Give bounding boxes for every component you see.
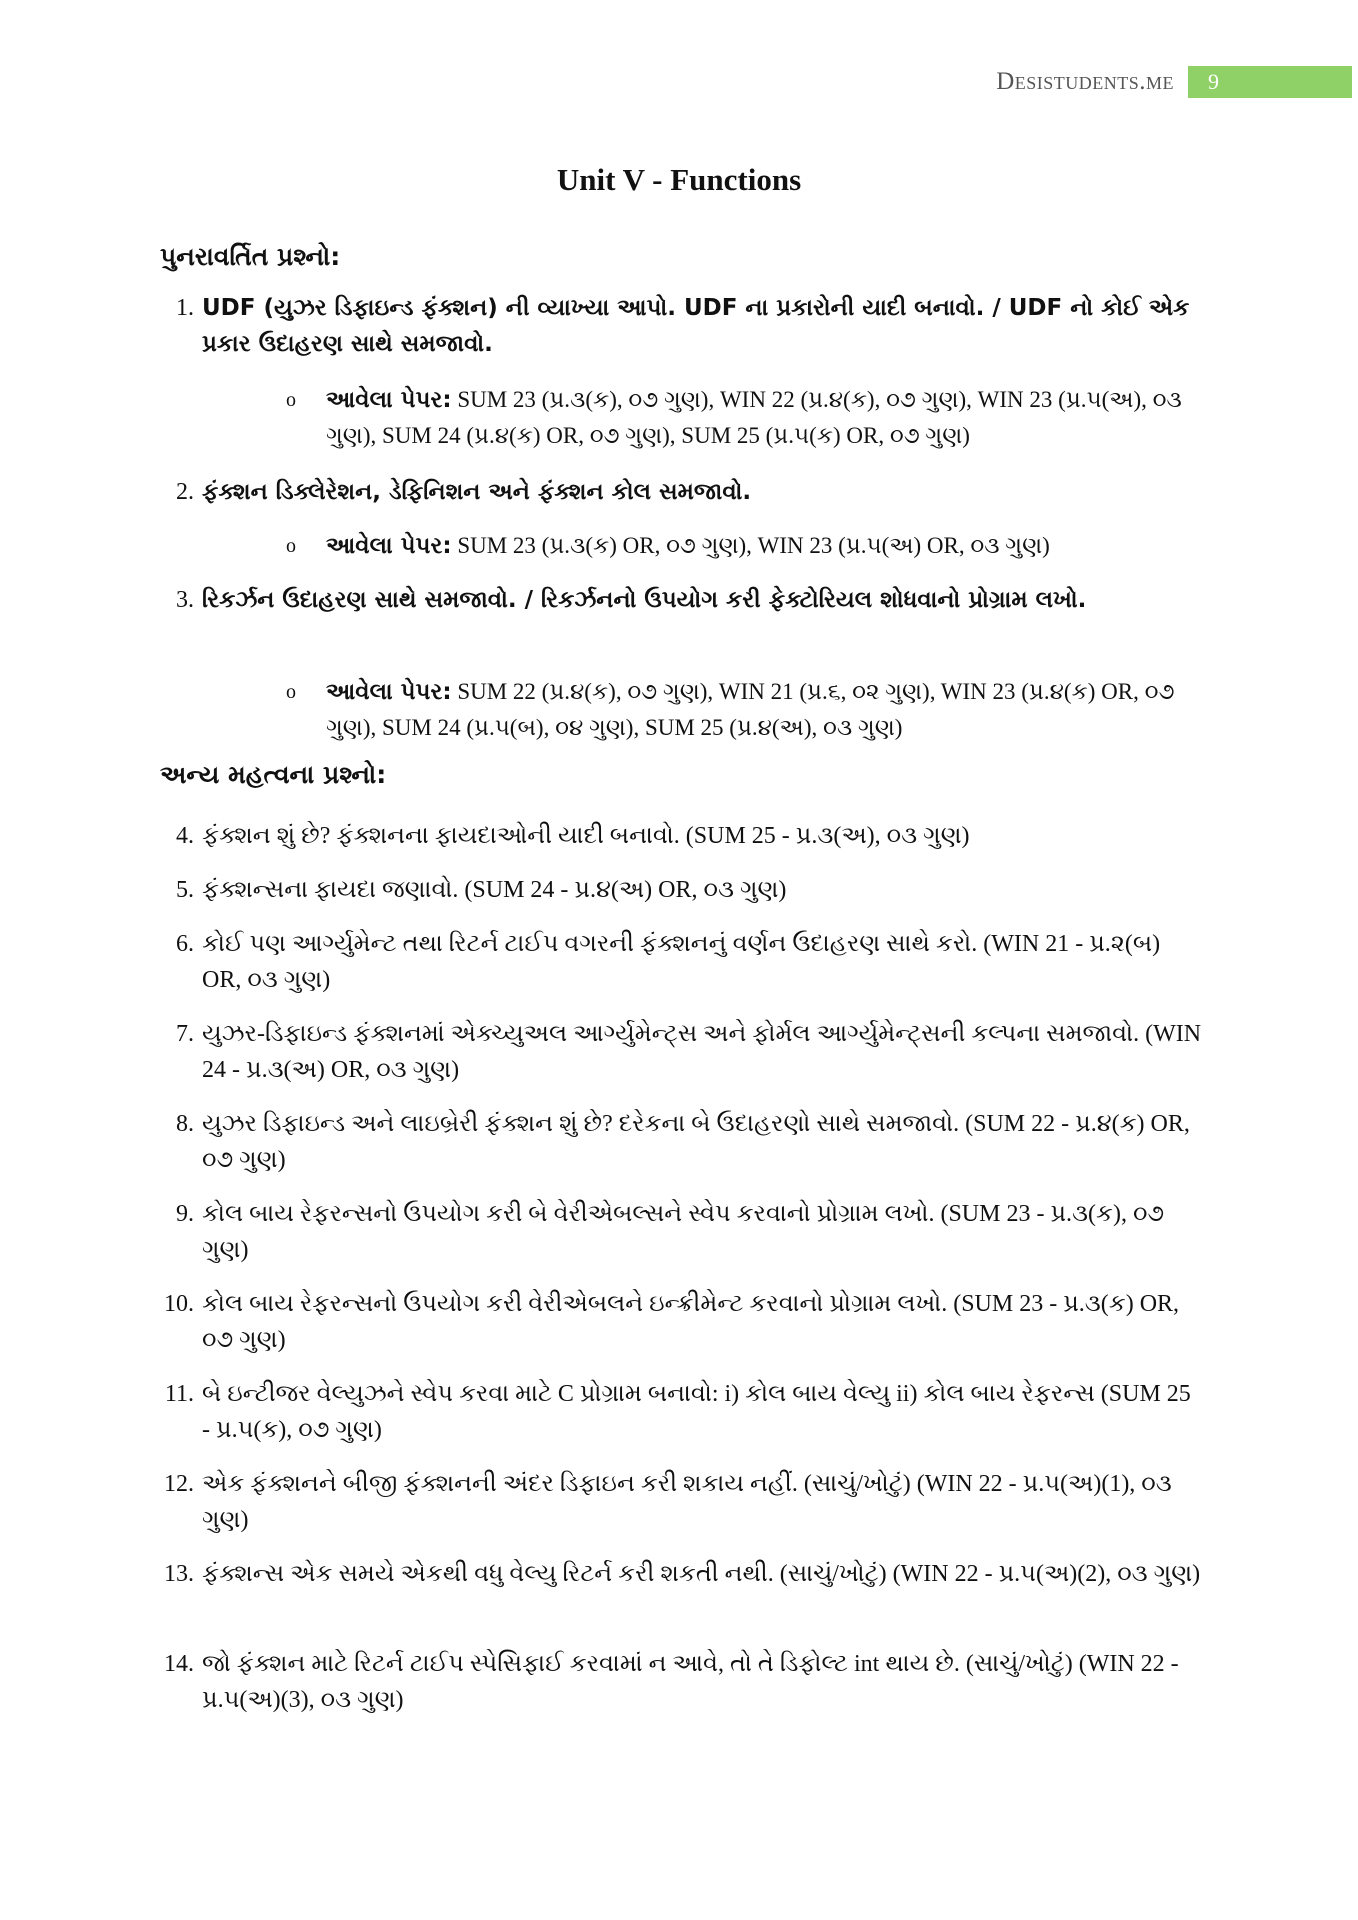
paper-label: આવેલા પેપર: <box>326 679 452 705</box>
question-item <box>164 1556 1202 1592</box>
bullet-icon: o <box>286 681 296 703</box>
page-header <box>996 66 1352 98</box>
paper-ref <box>286 674 1186 746</box>
question-item <box>176 818 1202 854</box>
question-item <box>164 1376 1202 1448</box>
question-number: 3. <box>176 587 194 613</box>
question-text: યુઝર ડિફાઇન્ડ અને લાઇબ્રેરી ફંક્શન શું છે? દરેકના બે ઉદાહરણો સાથે સમજાવો. (SUM 22 - પ્ર.૪(ક) OR, ૦૭ ગુણ) <box>202 1111 1190 1173</box>
question-number: 5. <box>176 877 194 903</box>
question-text: રિકર્ઝન ઉદાહરણ સાથે સમજાવો. / રિકર્ઝનનો ઉપયોગ કરી ફેક્ટોરિયલ શોધવાનો પ્રોગ્રામ લખો. <box>202 587 1087 613</box>
question-text: જો ફંક્શન માટે રિટર્ન ટાઈપ સ્પેસિફાઈ કરવામાં ન આવે, તો તે ડિફોલ્ટ int થાય છે. (સાચું/ખોટું) (WIN 22 - પ્ર.૫(અ)(3), ૦૩ ગુણ) <box>202 1651 1179 1713</box>
question-text: એક ફંક્શનને બીજી ફંક્શનની અંદર ડિફાઇન કરી શકાય નહીં. (સાચું/ખોટું) (WIN 22 - પ્ર.૫(અ)(1), ૦૩ ગુણ) <box>202 1471 1172 1533</box>
question-number: 10. <box>164 1291 194 1317</box>
question-text: યુઝર-ડિફાઇન્ડ ફંક્શનમાં એક્ચ્યુઅલ આર્ગ્યુમેન્ટ્સ અને ફોર્મલ આર્ગ્યુમેન્ટ્સની કલ્પના સમજાવો. (WIN 24 - પ્ર.૩(અ) OR, ૦૩ ગુણ) <box>202 1021 1202 1083</box>
paper-ref <box>286 528 1186 564</box>
question-item <box>176 1196 1202 1268</box>
question-number: 13. <box>164 1561 194 1587</box>
question-number: 12. <box>164 1471 194 1497</box>
paper-ref <box>286 382 1186 454</box>
question-number: 8. <box>176 1111 194 1137</box>
question-item <box>176 926 1202 998</box>
question-text: UDF (યુઝર ડિફાઇન્ડ ફંક્શન) ની વ્યાખ્યા આપો. UDF ના પ્રકારોની યાદી બનાવો. / UDF નો કોઈ એક પ્રકાર ઉદાહરણ સાથે સમજાવો. <box>202 295 1190 357</box>
question-text: ફંક્શન્સ એક સમયે એકથી વધુ વેલ્યુ રિટર્ન કરી શકતી નથી. (સાચું/ખોટું) (WIN 22 - પ્ર.૫(અ)(2), ૦૩ ગુણ) <box>202 1561 1201 1587</box>
section-heading-other: અન્ય મહત્વના પ્રશ્નો: <box>160 760 387 789</box>
paper-label: આવેલા પેપર: <box>326 387 452 413</box>
paper-list: SUM 23 (પ્ર.૩(ક) OR, ૦૭ ગુણ), WIN 23 (પ્ર.૫(અ) OR, ૦૩ ગુણ) <box>457 533 1050 558</box>
paper-label: આવેલા પેપર: <box>326 533 452 559</box>
question-number: 4. <box>176 823 194 849</box>
question-text: ફંક્શન ડિક્લેરેશન, ડેફિનિશન અને ફંક્શન કોલ સમજાવો. <box>202 479 752 505</box>
question-item <box>164 1286 1202 1358</box>
page-number: 9 <box>1188 66 1352 98</box>
question-text: ફંક્શન શું છે? ફંક્શનના ફાયદાઓની યાદી બનાવો. (SUM 25 - પ્ર.૩(અ), ૦૩ ગુણ) <box>202 823 970 849</box>
site-name: Desistudents.me <box>996 68 1174 95</box>
section-heading-repeated: પુનરાવર્તિત પ્રશ્નો: <box>160 242 341 271</box>
question-item <box>164 1646 1202 1718</box>
question-item <box>176 1106 1202 1178</box>
question-number: 11. <box>164 1381 194 1407</box>
question-item <box>176 872 1202 908</box>
paper-list: SUM 22 (પ્ર.૪(ક), ૦૭ ગુણ), WIN 21 (પ્ર.૬, ૦૨ ગુણ), WIN 23 (પ્ર.૪(ક) OR, ૦૭ ગુણ), SUM 24 (પ્ર.૫(બ), ૦૪ ગુણ), SUM 25 (પ્ર.૪(અ), ૦૩ ગુણ) <box>326 679 1175 740</box>
question-item <box>164 1466 1202 1538</box>
question-number: 1. <box>176 295 194 321</box>
question-number: 9. <box>176 1201 194 1227</box>
question-text: કોલ બાય રેફરન્સનો ઉપયોગ કરી બે વેરીએબલ્સને સ્વેપ કરવાનો પ્રોગ્રામ લખો. (SUM 23 - પ્ર.૩(ક), ૦૭ ગુણ) <box>202 1201 1165 1263</box>
question-text: કોઈ પણ આર્ગ્યુમેન્ટ તથા રિટર્ન ટાઈપ વગરની ફંક્શનનું વર્ણન ઉદાહરણ સાથે કરો. (WIN 21 - પ્ર.૨(બ) OR, ૦૩ ગુણ) <box>202 931 1161 993</box>
question-item <box>176 474 1202 510</box>
question-number: 14. <box>164 1651 194 1677</box>
question-item <box>176 1016 1202 1088</box>
question-number: 6. <box>176 931 194 957</box>
question-number: 2. <box>176 479 194 505</box>
question-number: 7. <box>176 1021 194 1047</box>
question-item <box>176 582 1202 618</box>
bullet-icon: o <box>286 535 296 557</box>
question-text: ફંક્શન્સના ફાયદા જણાવો. (SUM 24 - પ્ર.૪(અ) OR, ૦૩ ગુણ) <box>202 877 787 903</box>
question-text: બે ઇન્ટીજર વેલ્યુઝને સ્વેપ કરવા માટે C પ્રોગ્રામ બનાવો: i) કોલ બાય વેલ્યુ ii) કોલ બાય રેફરન્સ (SUM 25 - પ્ર.૫(ક), ૦૭ ગુણ) <box>202 1381 1191 1443</box>
question-text: કોલ બાય રેફરન્સનો ઉપયોગ કરી વેરીએબલને ઇન્ક્રીમેન્ટ કરવાનો પ્રોગ્રામ લખો. (SUM 23 - પ્ર.૩(ક) OR, ૦૭ ગુણ) <box>202 1291 1180 1353</box>
question-item <box>176 290 1202 362</box>
bullet-icon: o <box>286 389 296 411</box>
page-title: Unit V - Functions <box>556 162 802 197</box>
paper-list: SUM 23 (પ્ર.૩(ક), ૦૭ ગુણ), WIN 22 (પ્ર.૪(ક), ૦૭ ગુણ), WIN 23 (પ્ર.૫(અ), ૦૩ ગુણ), SUM 24 (પ્ર.૪(ક) OR, ૦૭ ગુણ), SUM 25 (પ્ર.૫(ક) OR, ૦૭ ગુણ) <box>326 387 1182 448</box>
